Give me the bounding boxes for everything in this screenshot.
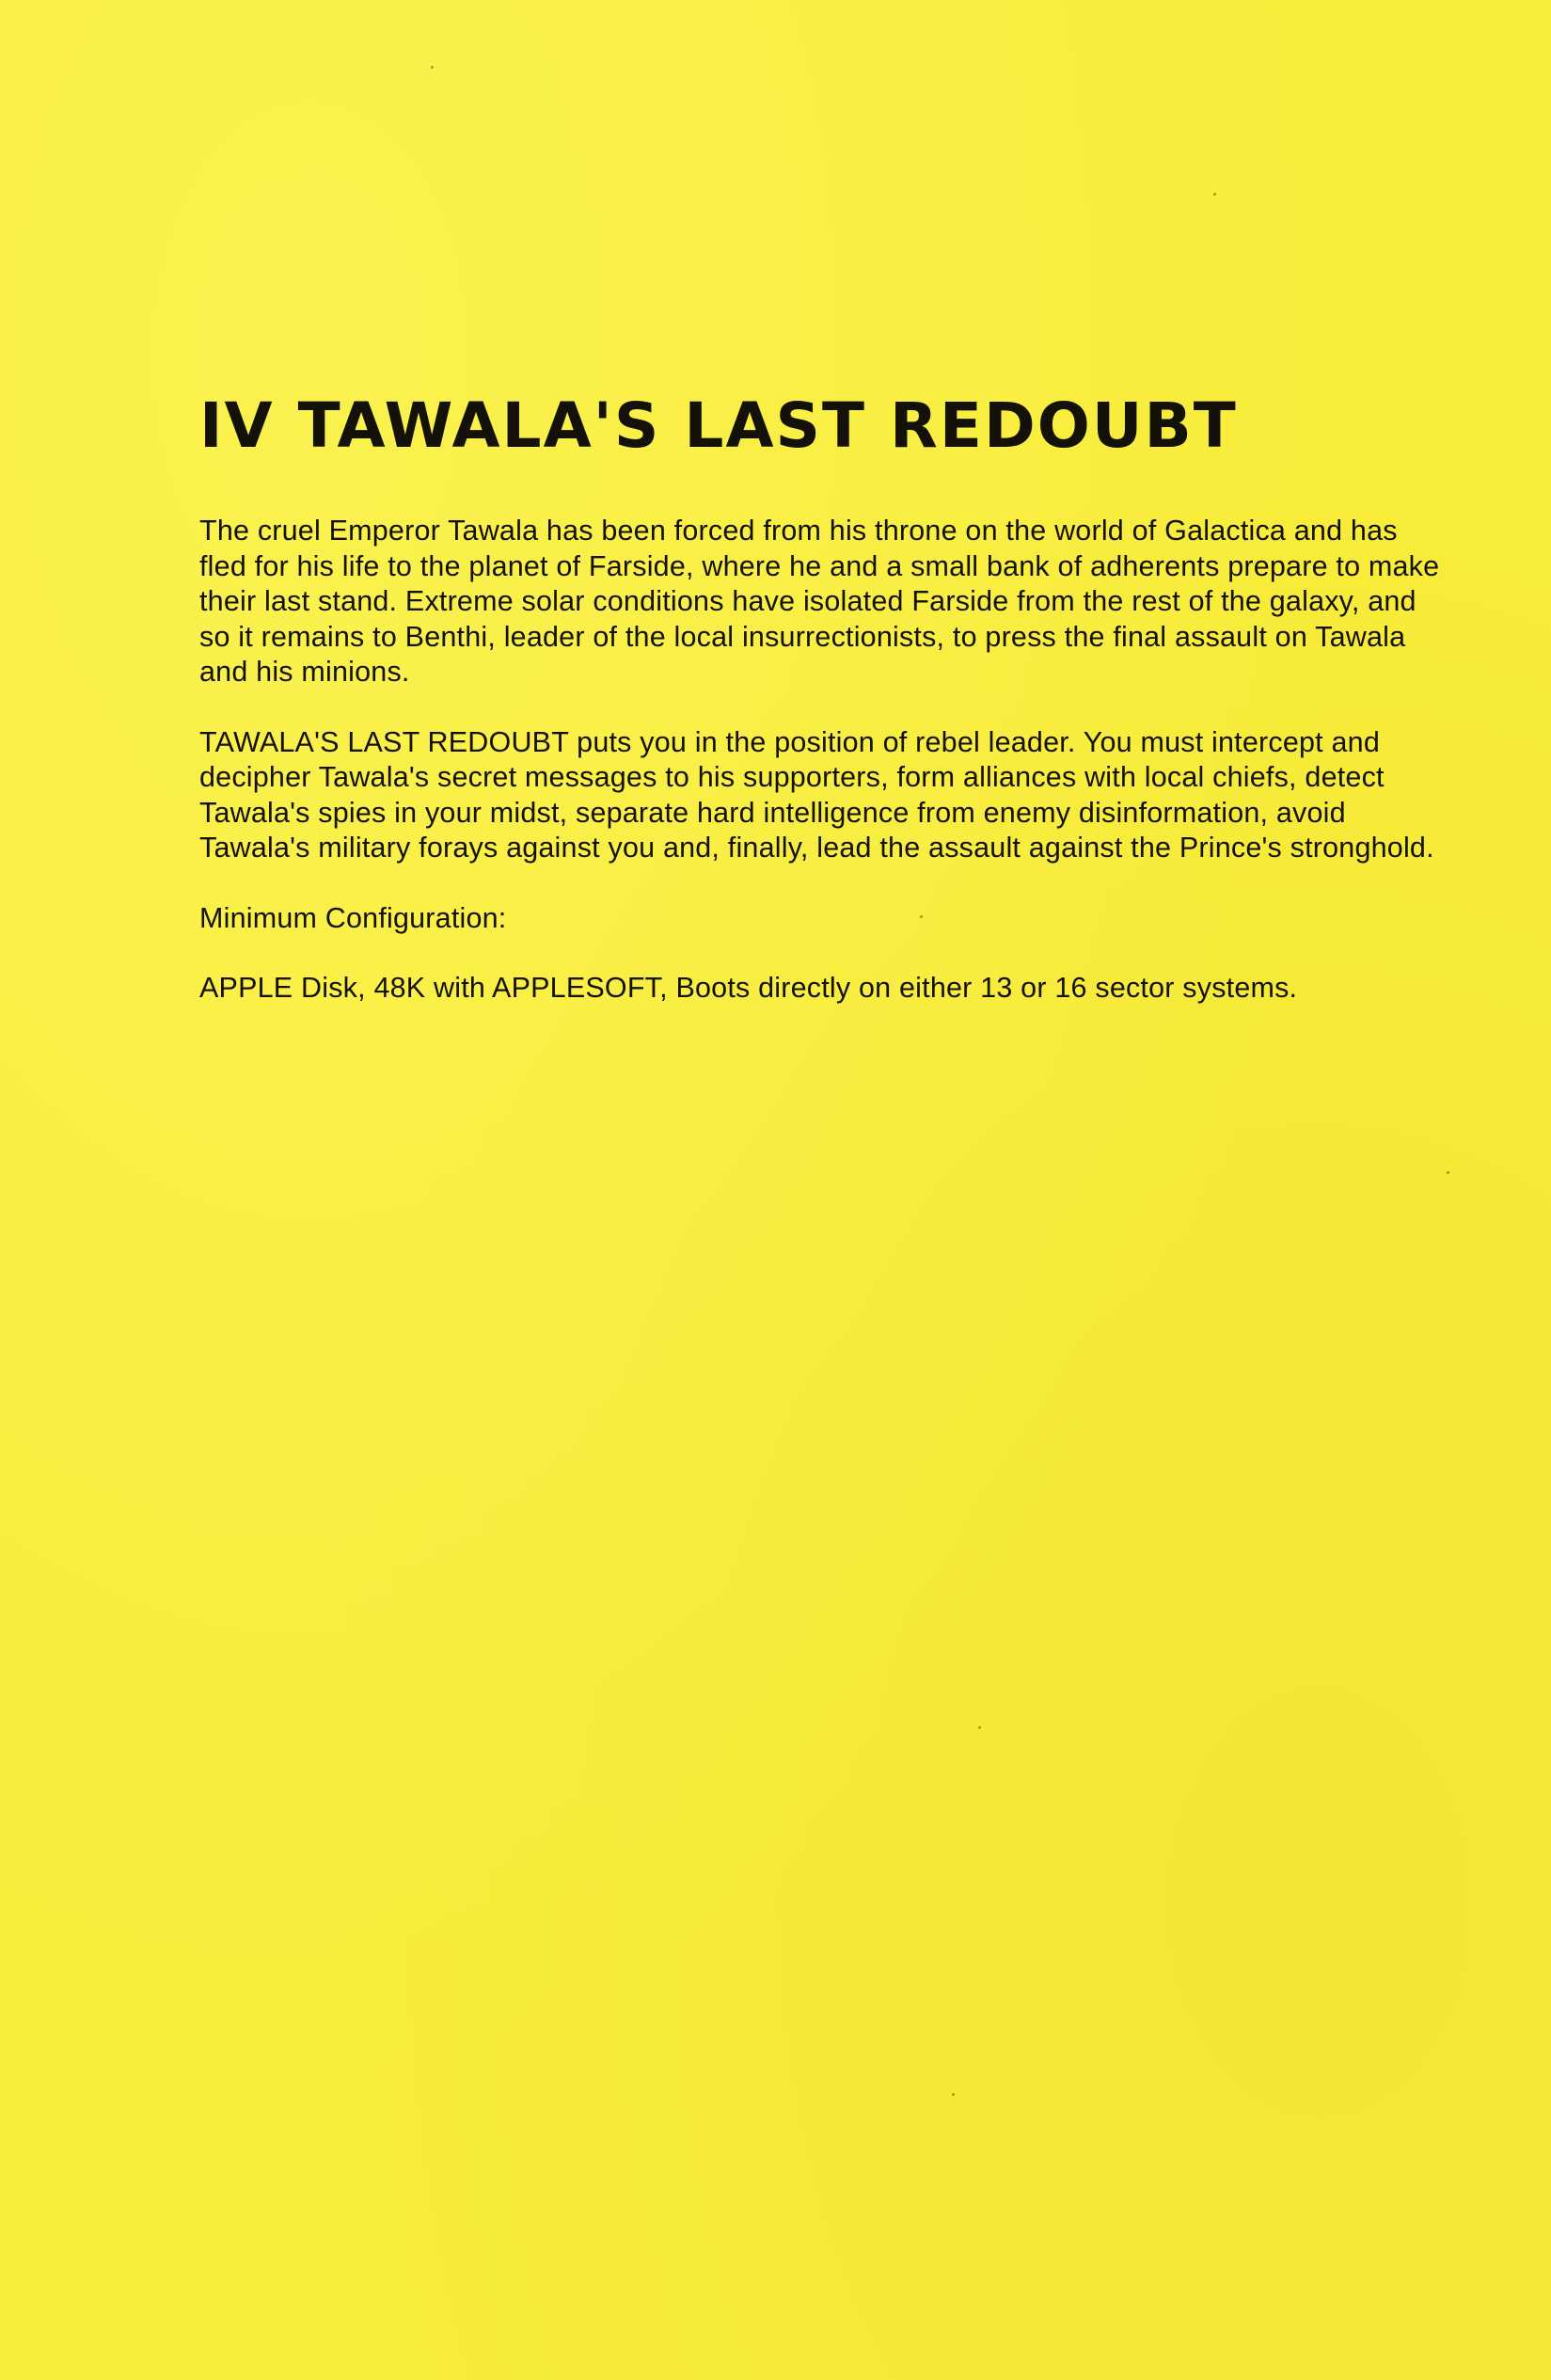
paper-speck [1447, 1171, 1449, 1174]
paper-speck [952, 2093, 955, 2096]
gameplay-paragraph: TAWALA'S LAST REDOUBT puts you in the position of rebel leader. You must intercept and decipher Tawala's secret messages to his supporters, form alliances with local chiefs, detect Tawala's spies in your midst, separate hard intelligence from enemy disinformation, avoid Tawala's military forays against you and, finally, lead the assault against the Prince's stronghold. [199, 725, 1434, 864]
document-body [199, 389, 1450, 1041]
config-heading: Minimum Configuration: [199, 901, 507, 934]
paper-speck [1213, 193, 1216, 196]
paper-speck [431, 66, 434, 69]
page-title: IV TAWALA'S LAST REDOUBT [199, 389, 1238, 462]
paper-speck [978, 1726, 981, 1729]
config-requirements: APPLE Disk, 48K with APPLESOFT, Boots directly on either 13 or 16 sector systems. [199, 972, 1298, 1004]
intro-paragraph: The cruel Emperor Tawala has been forced from his throne on the world of Galactica and has fled for his life to the planet of Farside, where he and a small bank of adherents prepare to make their last stand. Extreme solar conditions have isolated Farside from the rest of the galaxy, and so it remains to Benthi, leader of the local insurrectionists, to press the final assault on Tawala and his minions. [199, 515, 1440, 688]
